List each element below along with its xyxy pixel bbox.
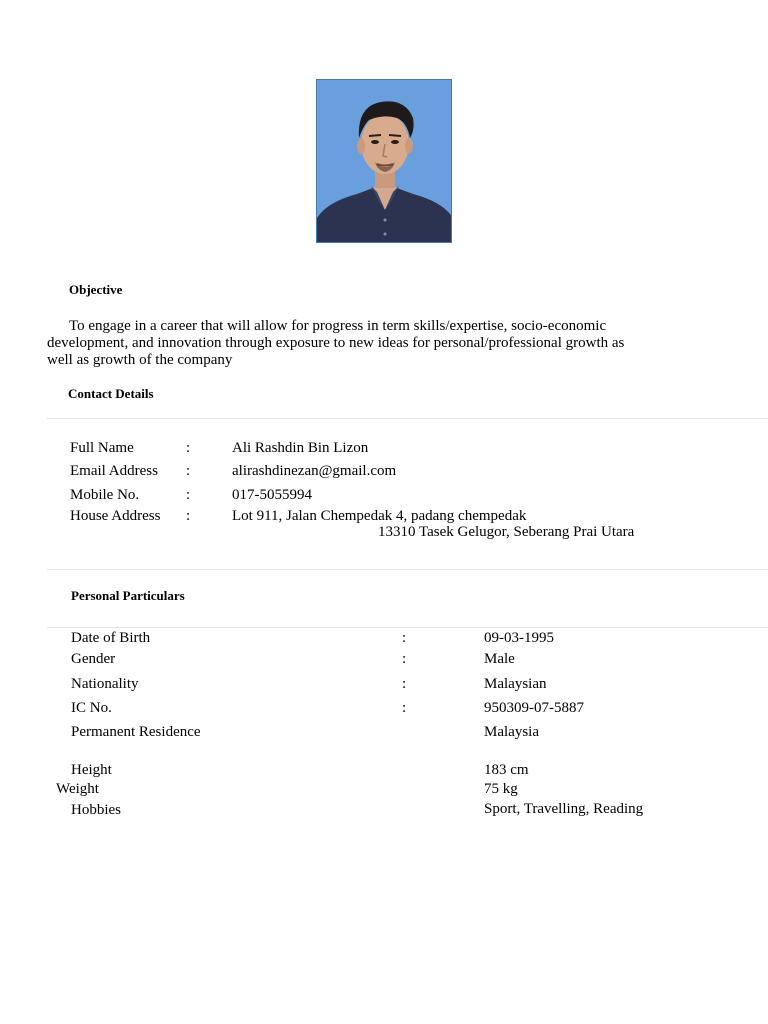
personal-heading: Personal Particulars	[71, 588, 185, 603]
personal-separator: :	[402, 700, 407, 716]
personal-value-gender: Male	[484, 651, 515, 667]
personal-value-hobbies: Sport, Travelling, Reading	[484, 801, 644, 817]
contact-separator: :	[186, 440, 191, 456]
section-divider	[47, 418, 768, 419]
personal-label-weight: Weight	[56, 781, 99, 797]
personal-value-residence: Malaysia	[484, 724, 539, 740]
contact-value-full-name: Ali Rashdin Bin Lizon	[232, 440, 369, 456]
personal-separator: :	[402, 676, 407, 692]
contact-separator: :	[186, 487, 191, 503]
contact-label-address: House Address	[70, 508, 161, 524]
contact-heading: Contact Details	[68, 386, 154, 401]
contact-label-mobile: Mobile No.	[70, 487, 140, 503]
contact-value-address-line2: 13310 Tasek Gelugor, Seberang Prai Utara	[378, 524, 635, 540]
personal-value-dob: 09-03-1995	[484, 630, 554, 646]
personal-label-residence: Permanent Residence	[71, 724, 201, 740]
personal-label-ic: IC No.	[71, 700, 112, 716]
profile-photo	[316, 79, 452, 243]
personal-label-nationality: Nationality	[71, 676, 139, 692]
person-portrait-icon	[317, 80, 452, 243]
personal-value-weight: 75 kg	[484, 781, 518, 797]
personal-value-height: 183 cm	[484, 762, 529, 778]
personal-value-ic: 950309-07-5887	[484, 700, 584, 716]
contact-value-email: alirashdinezan@gmail.com	[232, 463, 397, 479]
contact-value-address-line1: Lot 911, Jalan Chempedak 4, padang chempedak	[232, 508, 527, 524]
contact-separator: :	[186, 463, 191, 479]
contact-value-mobile: 017-5055994	[232, 487, 312, 503]
objective-text: To engage in a career that will allow for progress in term skills/expertise, socio-economic development, and innovation through exposure to new ideas for personal/professional growth as well as growth of the company	[47, 318, 625, 368]
personal-label-dob: Date of Birth	[71, 630, 151, 646]
section-divider	[47, 569, 768, 570]
personal-separator: :	[402, 630, 407, 646]
contact-label-full-name: Full Name	[70, 440, 134, 456]
personal-label-height: Height	[71, 762, 112, 778]
personal-separator: :	[402, 651, 407, 667]
contact-separator: :	[186, 508, 191, 524]
contact-label-email: Email Address	[70, 463, 158, 479]
objective-heading: Objective	[69, 282, 123, 297]
personal-label-gender: Gender	[71, 651, 116, 667]
personal-value-nationality: Malaysian	[484, 676, 547, 692]
personal-label-hobbies: Hobbies	[71, 802, 121, 818]
section-divider	[47, 627, 768, 628]
